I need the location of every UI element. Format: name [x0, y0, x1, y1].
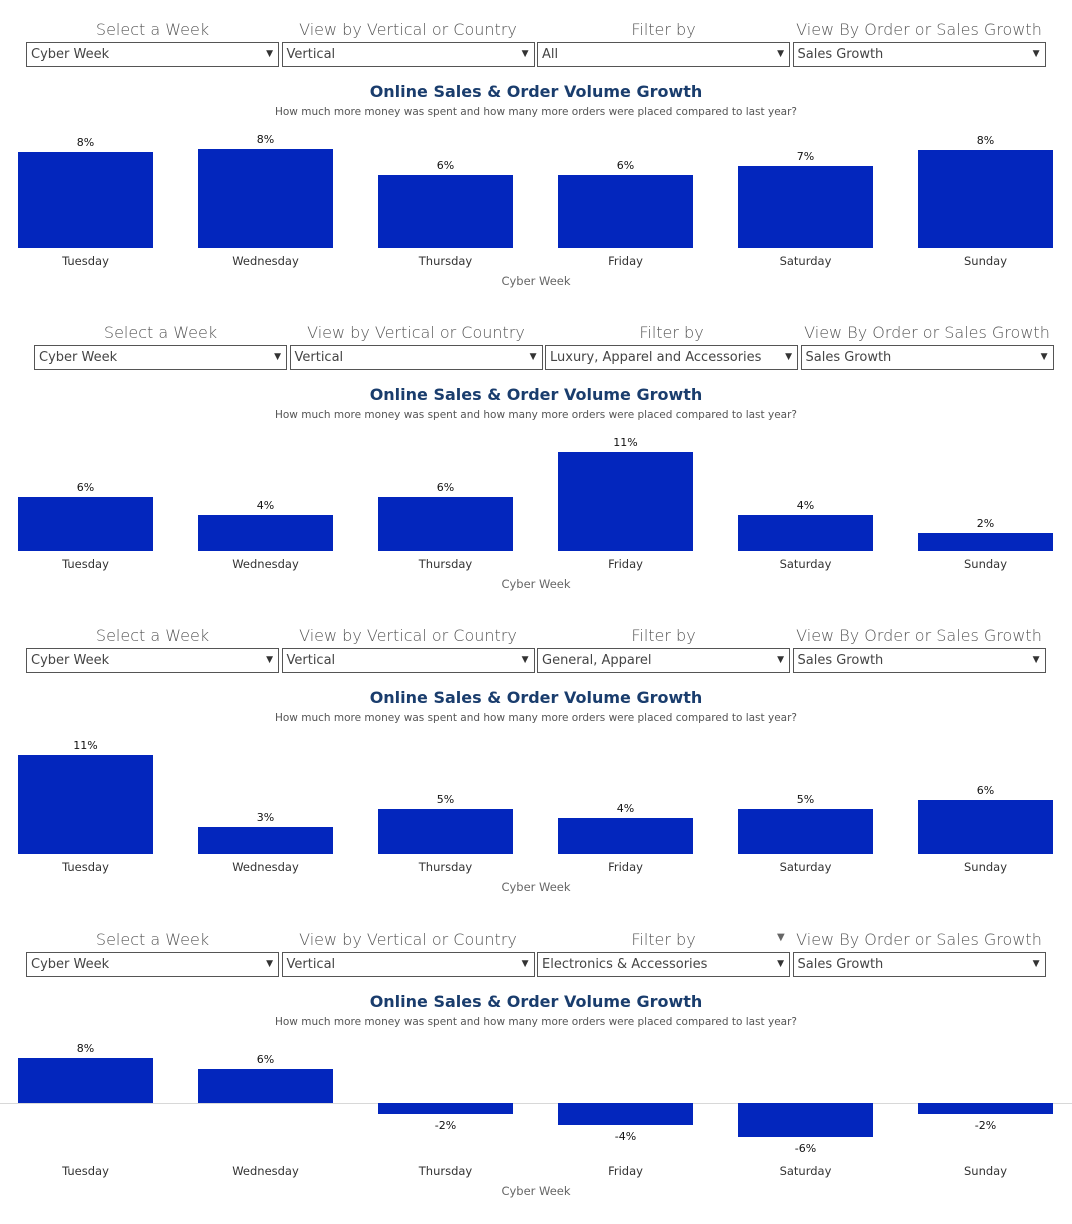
- bar-sunday[interactable]: [918, 533, 1053, 551]
- x-axis-label: Wednesday: [232, 254, 299, 268]
- view-by-vertical-country-dropdown[interactable]: [290, 345, 543, 370]
- bar-value-label: -2%: [974, 1119, 997, 1133]
- x-axis-label: Friday: [608, 860, 643, 874]
- select-week-filter: [26, 624, 279, 673]
- x-axis-label: Sunday: [963, 1164, 1008, 1178]
- view-by-vertical-country-dropdown[interactable]: [282, 42, 535, 67]
- bar-thursday[interactable]: [378, 175, 513, 248]
- bar-chart: [0, 120, 1072, 290]
- chevron-down-icon: ▼: [521, 49, 529, 59]
- x-axis-title: Cyber Week: [501, 1184, 571, 1198]
- bar-value-label: 2%: [976, 517, 995, 530]
- x-axis-label: Thursday: [418, 557, 473, 571]
- zero-line: [0, 1103, 1072, 1104]
- view-by-vertical-country-filter: [282, 624, 535, 673]
- select-week-filter: [26, 928, 279, 977]
- x-axis-label: Tuesday: [62, 557, 109, 571]
- bar-value-label: -4%: [614, 1130, 637, 1144]
- view-by-vertical-country-label: View by Vertical or Country: [299, 626, 517, 645]
- view-by-order-sales-growth-dropdown[interactable]: [801, 345, 1054, 370]
- filter-by-dropdown[interactable]: [545, 345, 798, 370]
- view-by-vertical-country-label: View by Vertical or Country: [307, 323, 525, 342]
- chart-title: Online Sales & Order Volume Growth: [369, 385, 703, 404]
- dropdown-value: General, Apparel: [542, 653, 652, 668]
- dropdown-value: Luxury, Apparel and Accessories: [550, 350, 762, 365]
- x-axis-label: Sunday: [963, 254, 1008, 268]
- bar-thursday[interactable]: [378, 497, 513, 551]
- bar-value-label: 8%: [76, 136, 95, 150]
- bar-value-label: 3%: [256, 811, 275, 824]
- filter-by-filter: [537, 624, 790, 673]
- select-week-dropdown[interactable]: [26, 648, 279, 673]
- bar-value-label: 4%: [256, 499, 275, 512]
- dropdown-value: Vertical: [294, 350, 344, 365]
- select-week-filter: [26, 18, 279, 67]
- chevron-down-icon: ▼: [1040, 352, 1048, 362]
- bar-value-label: 6%: [616, 159, 635, 173]
- x-axis-label: Wednesday: [232, 557, 299, 571]
- view-by-order-sales-growth-label: View By Order or Sales Growth: [796, 626, 1042, 645]
- x-axis-label: Sunday: [963, 557, 1008, 571]
- bar-value-label: 5%: [436, 793, 455, 806]
- view-by-vertical-country-dropdown[interactable]: [282, 648, 535, 673]
- x-axis-label: Tuesday: [62, 254, 109, 268]
- dropdown-value: Vertical: [286, 47, 336, 62]
- bar-value-label: 8%: [256, 132, 275, 146]
- select-week-label: Select a Week: [95, 20, 210, 39]
- filter-menu-chevron-icon[interactable]: ▼: [777, 932, 785, 943]
- x-axis-title: Cyber Week: [501, 577, 571, 591]
- view-by-vertical-country-dropdown[interactable]: [282, 952, 535, 977]
- chevron-down-icon: ▼: [266, 655, 273, 665]
- chart-title: Online Sales & Order Volume Growth: [369, 82, 703, 101]
- bar-tuesday[interactable]: [18, 1058, 153, 1103]
- bar-tuesday[interactable]: [18, 152, 153, 248]
- bar-tuesday[interactable]: [18, 755, 153, 854]
- x-axis-label: Friday: [608, 1164, 643, 1178]
- bar-value-label: 7%: [796, 150, 815, 164]
- dropdown-value: Sales Growth: [797, 653, 884, 668]
- filter-by-filter: [537, 928, 790, 977]
- bar-saturday[interactable]: [738, 1103, 873, 1137]
- chevron-down-icon: ▼: [785, 352, 792, 362]
- x-axis-title: Cyber Week: [501, 274, 571, 288]
- chevron-down-icon: ▼: [521, 959, 529, 969]
- select-week-label: Select a Week: [95, 930, 210, 949]
- view-by-order-sales-growth-label: View By Order or Sales Growth: [796, 20, 1042, 39]
- bar-wednesday[interactable]: [198, 1069, 333, 1103]
- view-by-order-sales-growth-dropdown[interactable]: [793, 648, 1046, 673]
- bar-value-label: 11%: [613, 436, 638, 449]
- chevron-down-icon: ▼: [529, 352, 537, 362]
- bar-chart: [0, 423, 1072, 593]
- view-by-vertical-country-filter: [290, 321, 543, 370]
- bar-wednesday[interactable]: [198, 515, 333, 551]
- chart-subtitle: How much more money was spent and how many more orders were placed compared to last year?: [274, 409, 797, 421]
- bar-value-label: -2%: [434, 1119, 457, 1133]
- filter-by-label: Filter by: [631, 626, 696, 645]
- x-axis-label: Thursday: [418, 254, 473, 268]
- chevron-down-icon: ▼: [1032, 49, 1040, 59]
- x-axis-label: Sunday: [963, 860, 1008, 874]
- bar-saturday[interactable]: [738, 515, 873, 551]
- x-axis-label: Wednesday: [232, 860, 299, 874]
- chart-subtitle: How much more money was spent and how many more orders were placed compared to last year?: [274, 106, 797, 118]
- bar-sunday[interactable]: [918, 150, 1053, 248]
- bar-friday[interactable]: [558, 818, 693, 854]
- bar-value-label: 11%: [73, 739, 98, 752]
- dropdown-value: Vertical: [286, 653, 336, 668]
- select-week-dropdown[interactable]: [26, 42, 279, 67]
- select-week-filter: [34, 321, 287, 370]
- view-by-order-sales-growth-dropdown[interactable]: [793, 42, 1046, 67]
- chevron-down-icon: ▼: [274, 352, 281, 362]
- bar-sunday[interactable]: [918, 800, 1053, 854]
- view-by-order-sales-growth-filter: [801, 321, 1054, 370]
- x-axis-label: Tuesday: [62, 860, 109, 874]
- chart-subtitle: How much more money was spent and how many more orders were placed compared to last year?: [274, 712, 797, 724]
- view-by-order-sales-growth-label: View By Order or Sales Growth: [804, 323, 1050, 342]
- select-week-dropdown[interactable]: [26, 952, 279, 977]
- x-axis-label: Thursday: [418, 1164, 473, 1178]
- chart-panel-1: [0, 0, 1072, 303]
- chart-panel-4: [0, 910, 1072, 1213]
- chart-subtitle: How much more money was spent and how many more orders were placed compared to last year?: [274, 1016, 797, 1028]
- dropdown-value: Sales Growth: [797, 957, 884, 972]
- x-axis-label: Saturday: [779, 860, 832, 874]
- dropdown-value: Cyber Week: [31, 653, 110, 668]
- bar-saturday[interactable]: [738, 809, 873, 854]
- bar-value-label: 4%: [796, 499, 815, 512]
- dropdown-value: Sales Growth: [797, 47, 884, 62]
- view-by-order-sales-growth-label: View By Order or Sales Growth: [796, 930, 1042, 949]
- x-axis-label: Wednesday: [232, 1164, 299, 1178]
- dropdown-value: Sales Growth: [805, 350, 892, 365]
- view-by-vertical-country-label: View by Vertical or Country: [299, 20, 517, 39]
- dropdown-value: All: [542, 47, 559, 62]
- bar-friday[interactable]: [558, 452, 693, 551]
- chart-title: Online Sales & Order Volume Growth: [369, 688, 703, 707]
- filter-by-filter: [545, 321, 798, 370]
- chart-panel-2: [0, 303, 1072, 606]
- chart-panel-3: [0, 606, 1072, 909]
- dropdown-value: Cyber Week: [31, 957, 110, 972]
- bar-value-label: 5%: [796, 793, 815, 806]
- filter-by-label: Filter by: [639, 323, 704, 342]
- dropdown-value: Cyber Week: [31, 47, 110, 62]
- select-week-dropdown[interactable]: [34, 345, 287, 370]
- bar-thursday[interactable]: [378, 809, 513, 854]
- bar-friday[interactable]: [558, 1103, 693, 1125]
- chevron-down-icon: ▼: [1032, 655, 1040, 665]
- x-axis-label: Saturday: [779, 254, 832, 268]
- bar-wednesday[interactable]: [198, 827, 333, 854]
- bar-friday[interactable]: [558, 175, 693, 248]
- bar-value-label: 4%: [616, 802, 635, 815]
- bar-chart: [0, 1030, 1072, 1200]
- filter-by-dropdown[interactable]: [537, 42, 790, 67]
- filter-by-label: Filter by: [631, 930, 696, 949]
- bar-value-label: 8%: [76, 1042, 95, 1056]
- bar-value-label: 6%: [436, 159, 455, 173]
- chevron-down-icon: ▼: [266, 959, 273, 969]
- view-by-vertical-country-filter: [282, 18, 535, 67]
- view-by-order-sales-growth-filter: [793, 928, 1046, 977]
- filter-by-dropdown[interactable]: [537, 648, 790, 673]
- dropdown-value: Cyber Week: [39, 350, 118, 365]
- view-by-order-sales-growth-filter: [793, 18, 1046, 67]
- x-axis-label: Tuesday: [62, 1164, 109, 1178]
- bar-value-label: 6%: [436, 481, 455, 494]
- view-by-order-sales-growth-filter: [793, 624, 1046, 673]
- x-axis-label: Saturday: [779, 1164, 832, 1178]
- bar-value-label: 6%: [256, 1053, 275, 1067]
- x-axis-label: Friday: [608, 557, 643, 571]
- filter-by-label: Filter by: [631, 20, 696, 39]
- chevron-down-icon: ▼: [1032, 959, 1040, 969]
- filter-by-filter: [537, 18, 790, 67]
- chevron-down-icon: ▼: [777, 959, 784, 969]
- chevron-down-icon: ▼: [777, 655, 784, 665]
- bar-value-label: -6%: [794, 1141, 817, 1155]
- bar-value-label: 8%: [976, 133, 995, 147]
- chart-title: Online Sales & Order Volume Growth: [369, 992, 703, 1011]
- view-by-order-sales-growth-dropdown[interactable]: [793, 952, 1046, 977]
- view-by-vertical-country-label: View by Vertical or Country: [299, 930, 517, 949]
- bar-chart: [0, 726, 1072, 896]
- chevron-down-icon: ▼: [266, 49, 273, 59]
- x-axis-label: Thursday: [418, 860, 473, 874]
- x-axis-label: Saturday: [779, 557, 832, 571]
- chevron-down-icon: ▼: [777, 49, 784, 59]
- bar-value-label: 6%: [76, 481, 95, 494]
- select-week-label: Select a Week: [95, 626, 210, 645]
- dropdown-value: Vertical: [286, 957, 336, 972]
- bar-tuesday[interactable]: [18, 497, 153, 551]
- filter-by-dropdown[interactable]: [537, 952, 790, 977]
- bar-value-label: 6%: [976, 784, 995, 797]
- bar-sunday[interactable]: [918, 1103, 1053, 1114]
- select-week-label: Select a Week: [103, 323, 218, 342]
- bar-thursday[interactable]: [378, 1103, 513, 1114]
- view-by-vertical-country-filter: [282, 928, 535, 977]
- dropdown-value: Electronics & Accessories: [542, 957, 708, 972]
- bar-saturday[interactable]: [738, 166, 873, 248]
- x-axis-label: Friday: [608, 254, 643, 268]
- x-axis-title: Cyber Week: [501, 880, 571, 894]
- bar-wednesday[interactable]: [198, 149, 333, 248]
- chevron-down-icon: ▼: [521, 655, 529, 665]
